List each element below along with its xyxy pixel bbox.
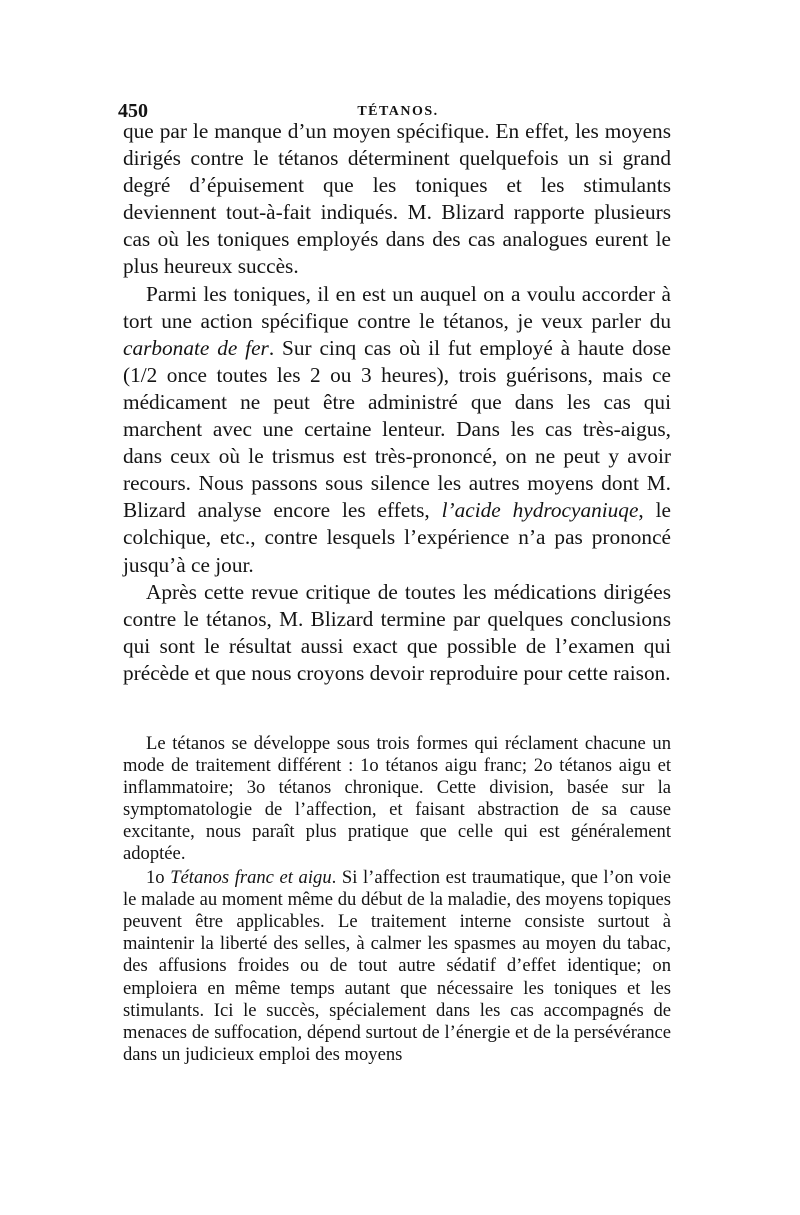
paragraph: Après cette revue critique de toutes les médications dirigées contre le tétanos, M. Blizard termine par quelques conclusions qui sont le résultat aussi exact que possible de l’examen qui précède et que nous croyons devoir reproduire pour cette raison. bbox=[123, 579, 671, 685]
paragraph bbox=[123, 281, 671, 579]
text-run: Parmi les toniques, il en est un auquel on a voulu accorder à tort une action spécifique contre le tétanos, je veux parler du bbox=[123, 281, 671, 333]
running-title: TÉTANOS. bbox=[357, 104, 439, 119]
text-run: , le colchique, etc., contre lesquels l’expérience n’a pas prononcé jusqu’à ce jour. bbox=[123, 498, 671, 577]
italic-term: carbonate de fer bbox=[123, 335, 269, 360]
paragraph bbox=[123, 867, 671, 1065]
main-text bbox=[123, 118, 671, 687]
page-number: 450 bbox=[118, 100, 148, 122]
text-run: . Sur cinq cas où il fut employé à haute dose (1/2 once toutes les 2 ou 3 heures), trois guérisons, mais ce médicament ne peut être administré que dans les cas qui marchent avec une certaine lenteur. Dans les cas très-aigus, dans ceux où le trismus est très-prononcé, on ne peut y avoir recours. Nous passons sous silence les autres moyens dont M. Blizard analyse encore les effets, bbox=[123, 335, 671, 523]
italic-term: l’acide hydrocyaniuqe bbox=[441, 498, 639, 523]
quoted-conclusions bbox=[123, 733, 671, 1066]
item-number: 1o bbox=[146, 867, 171, 889]
paragraph: que par le manque d’un moyen spécifique. En effet, les moyens dirigés contre le tétanos déterminent quelquefois un si grand degré d’épuisement que les toniques et les stimulants deviennent tout-à-fait indiqués. M. Blizard rapporte plusieurs cas où les toniques employés dans des cas analogues eurent le plus heureux succès. bbox=[123, 119, 671, 279]
italic-heading: Tétanos franc et aigu bbox=[170, 867, 332, 889]
text-run: . Si l’affection est traumatique, que l’on voie le malade au moment même du début de la maladie, des moyens topiques peuvent être applicables. Le traitement interne consiste surtout à maintenir la liberté des selles, à calmer les spasmes au moyen du tabac, des affusions froides ou de tout autre sédatif d’effet identique; on emploiera en même temps autant que nécessaire les toniques et les stimulants. Ici le succès, spécialement dans les cas accompagnés de menaces de suffocation, dépend surtout de l’énergie et de la persévérance dans un judicieux emploi des moyens bbox=[123, 867, 671, 1065]
paragraph: Le tétanos se développe sous trois formes qui réclament chacune un mode de traitement différent : 1o tétanos aigu franc; 2o tétanos aigu et inflammatoire; 3o tétanos chronique. Cette division, basée sur la symptomatologie de l’affection, et faisant abstraction de sa cause excitante, nous paraît plus pratique que celle qui est généralement adoptée. bbox=[123, 733, 671, 865]
